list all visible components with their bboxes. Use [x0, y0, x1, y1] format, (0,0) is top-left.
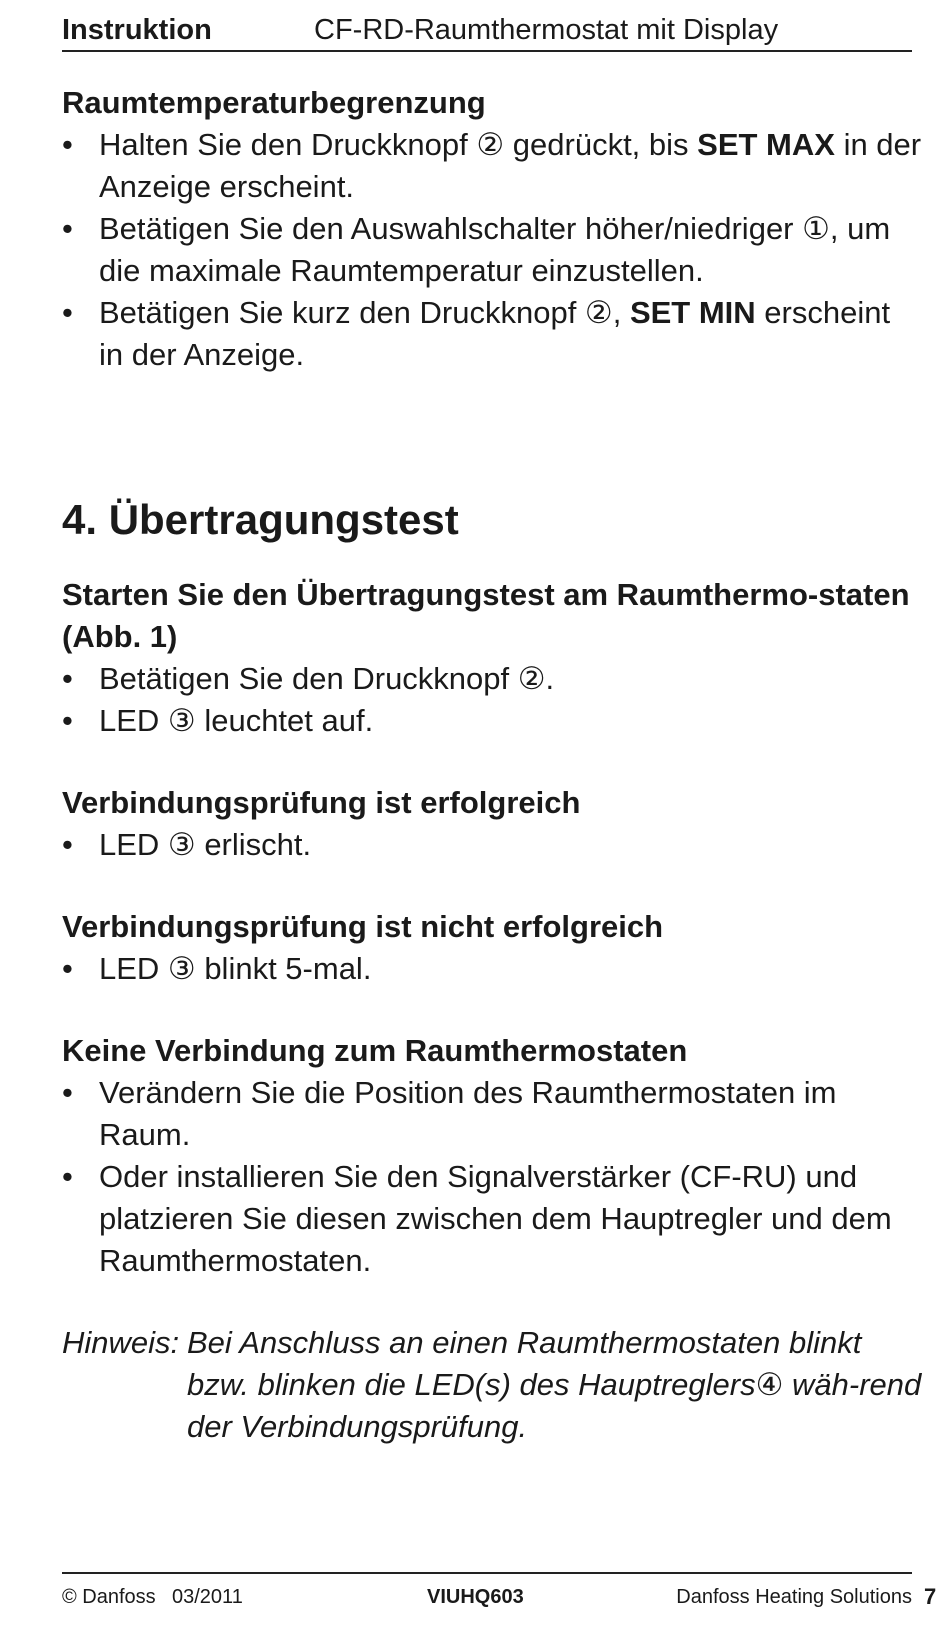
- section-heading: 4. Übertragungstest: [62, 496, 459, 543]
- bold-text: SET MIN: [629, 295, 756, 330]
- text: Betätigen Sie kurz den Druckknopf ②,: [99, 295, 630, 330]
- start-heading: Starten Sie den Übertragungstest am Raumthermo-staten (Abb. 1): [62, 577, 910, 654]
- list-item: [62, 292, 922, 376]
- note-label: Hinweis:: [62, 1325, 180, 1360]
- page-content: [62, 82, 922, 1448]
- page-number: 7: [924, 1584, 937, 1609]
- page-footer: [62, 1572, 912, 1618]
- noconn-heading: Keine Verbindung zum Raumthermostaten: [62, 1033, 688, 1068]
- note: [62, 1322, 922, 1448]
- fail-heading: Verbindungsprüfung ist nicht erfolgreich: [62, 909, 664, 944]
- header-section: Instruktion: [62, 14, 212, 46]
- success-heading: Verbindungsprüfung ist erfolgreich: [62, 785, 581, 820]
- list-item: • LED ③ leuchtet auf.: [62, 700, 922, 742]
- list-item: • LED ③ blinkt 5-mal.: [62, 948, 922, 990]
- page-header: [62, 8, 912, 52]
- bold-text: SET MAX: [697, 127, 835, 162]
- list-item: • Betätigen Sie den Auswahlschalter höher/niedriger ①, um die maximale Raumtemperatur einzustellen.: [62, 208, 922, 292]
- note-text: Bei Anschluss an einen Raumthermostaten blinkt bzw. blinken die LED(s) des Hauptreglers④ wäh-rend der Verbindungsprüfung.: [187, 1325, 922, 1444]
- limit-heading: Raumtemperaturbegrenzung: [62, 85, 486, 120]
- list-item: • Betätigen Sie den Druckknopf ②.: [62, 658, 922, 700]
- text: erscheint in der Anzeige.: [99, 295, 891, 372]
- footer-code: VIUHQ603: [427, 1586, 524, 1608]
- success-list: [62, 824, 922, 866]
- start-list: [62, 658, 922, 742]
- footer-date: 03/2011: [172, 1586, 243, 1608]
- text: in der Anzeige erscheint.: [99, 127, 922, 204]
- footer-company: Danfoss Heating Solutions: [676, 1586, 912, 1608]
- fail-list: [62, 948, 922, 990]
- list-item: • LED ③ erlischt.: [62, 824, 922, 866]
- text: Halten Sie den Druckknopf ② gedrückt, bis: [99, 127, 698, 162]
- list-item: • Verändern Sie die Position des Raumthermostaten im Raum.: [62, 1072, 922, 1156]
- header-title: CF-RD-Raumthermostat mit Display: [314, 14, 779, 46]
- footer-copyright: © Danfoss: [62, 1586, 156, 1608]
- list-item: • Oder installieren Sie den Signalverstärker (CF-RU) und platzieren Sie diesen zwischen dem Hauptregler und dem Raumthermostaten.: [62, 1156, 922, 1282]
- list-item: [62, 124, 922, 208]
- limit-list: [62, 124, 922, 376]
- noconn-list: [62, 1072, 922, 1282]
